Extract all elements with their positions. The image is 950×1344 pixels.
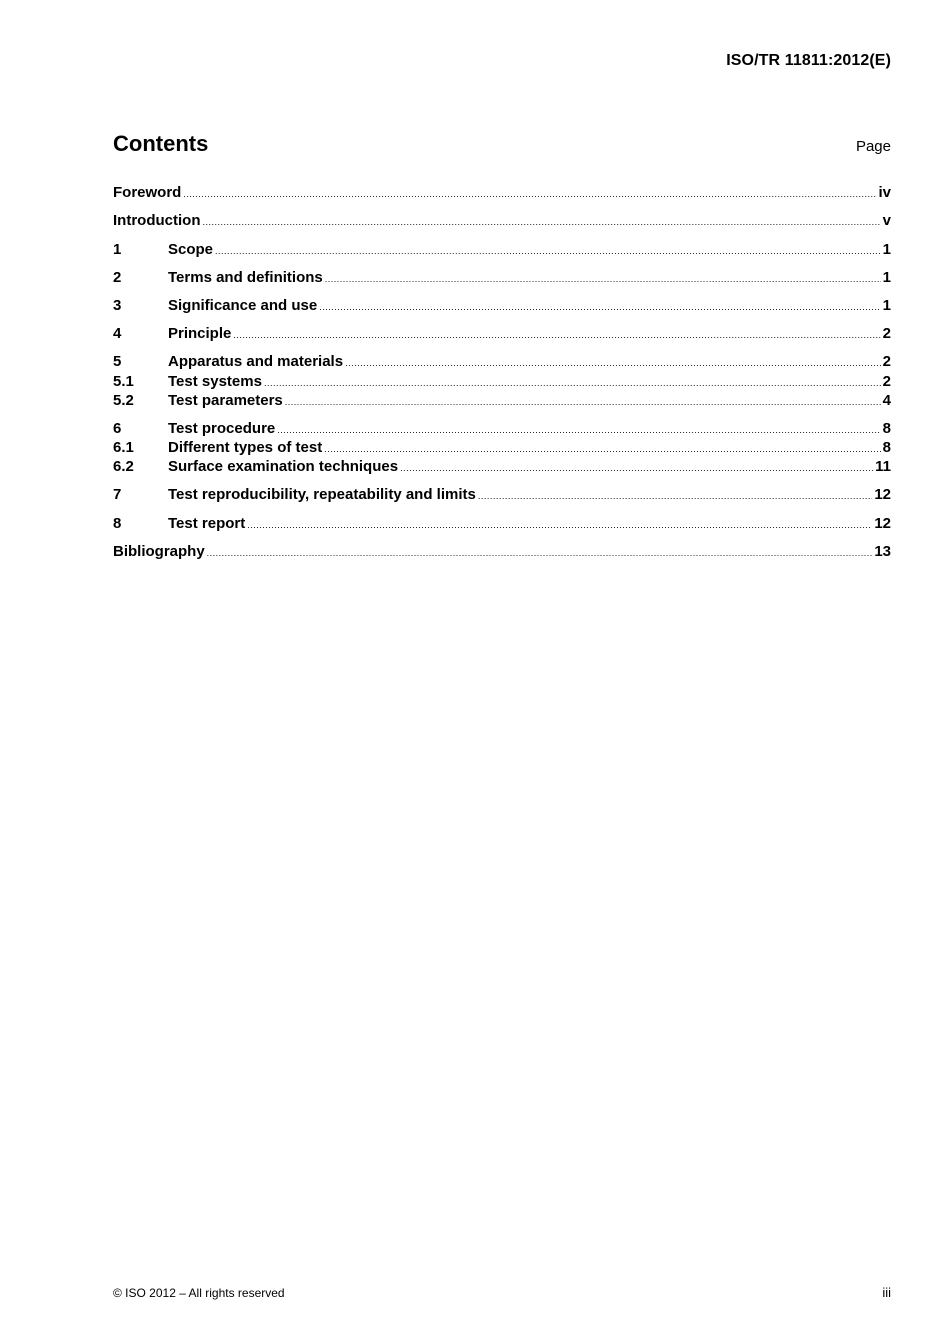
toc-entry-page: 2: [882, 353, 891, 370]
toc-entry-scope[interactable]: [113, 240, 891, 259]
toc-entry-test-systems[interactable]: [113, 372, 891, 391]
toc-entry-title: Test procedure: [168, 420, 276, 437]
toc-entry-types-of-test[interactable]: [113, 438, 891, 457]
toc-entry-apparatus[interactable]: [113, 352, 891, 371]
toc-entry-principle[interactable]: [113, 324, 891, 343]
dot-leader: [319, 298, 880, 317]
dot-leader: [247, 516, 872, 535]
table-of-contents: [113, 0, 891, 1344]
toc-entry-title: Bibliography: [113, 543, 205, 560]
document-identifier: ISO/TR 11811:2012(E): [726, 52, 891, 69]
toc-entry-title: Foreword: [113, 184, 182, 201]
toc-entry-number: 3: [113, 297, 122, 314]
toc-entry-title: Test report: [168, 515, 246, 532]
dot-leader: [207, 544, 873, 563]
toc-entry-significance[interactable]: [113, 296, 891, 315]
toc-entry-test-procedure[interactable]: [113, 419, 891, 438]
toc-entry-number: 5: [113, 353, 122, 370]
toc-entry-page: 12: [874, 486, 891, 503]
toc-entry-bibliography[interactable]: [113, 542, 891, 561]
page-column-label: Page: [855, 138, 891, 155]
toc-entry-page: 8: [882, 439, 891, 456]
toc-entry-surface-examination[interactable]: [113, 457, 891, 476]
dot-leader: [285, 393, 881, 412]
toc-entry-title: Test parameters: [168, 392, 283, 409]
page-number: iii: [882, 1285, 891, 1300]
toc-entry-page: 11: [875, 458, 891, 475]
toc-entry-title: Test systems: [168, 373, 262, 390]
toc-entry-page: 2: [882, 325, 891, 342]
toc-entry-introduction[interactable]: [113, 211, 891, 230]
toc-entry-page: 2: [882, 373, 891, 390]
dot-leader: [202, 213, 880, 232]
copyright-notice: © ISO 2012 – All rights reserved: [113, 1286, 285, 1300]
toc-entry-title: Principle: [168, 325, 232, 342]
toc-entry-page: 8: [882, 420, 891, 437]
toc-entry-number: 6: [113, 420, 122, 437]
toc-entry-number: 6.2: [113, 458, 134, 475]
contents-title: Contents: [113, 131, 209, 156]
toc-entry-number: 5.2: [113, 392, 134, 409]
toc-entry-foreword[interactable]: [113, 183, 891, 202]
toc-entry-page: 12: [874, 515, 891, 532]
dot-leader: [478, 487, 872, 506]
toc-entry-title: Different types of test: [168, 439, 323, 456]
toc-entry-title: Apparatus and materials: [168, 353, 344, 370]
toc-entry-number: 2: [113, 269, 122, 286]
toc-entry-page: 1: [882, 241, 891, 258]
dot-leader: [400, 459, 873, 478]
toc-entry-reproducibility[interactable]: [113, 485, 891, 504]
toc-entry-number: 4: [113, 325, 122, 342]
toc-entry-page: 13: [874, 543, 891, 560]
toc-entry-number: 5.1: [113, 373, 134, 390]
toc-entry-page: iv: [878, 184, 891, 201]
dot-leader: [325, 270, 881, 289]
toc-entry-number: 1: [113, 241, 122, 258]
toc-entry-title: Significance and use: [168, 297, 318, 314]
toc-entry-title: Scope: [168, 241, 214, 258]
toc-entry-page: 1: [882, 297, 891, 314]
toc-entry-page: 4: [882, 392, 891, 409]
toc-entry-page: v: [882, 212, 891, 229]
toc-entry-page: 1: [882, 269, 891, 286]
toc-entry-terms[interactable]: [113, 268, 891, 287]
toc-entry-title: Test reproducibility, repeatability and limits: [168, 486, 476, 503]
toc-entry-title: Introduction: [113, 212, 201, 229]
toc-entry-test-parameters[interactable]: [113, 391, 891, 410]
toc-entry-number: 7: [113, 486, 122, 503]
dot-leader: [345, 354, 881, 373]
toc-entry-title: Surface examination techniques: [168, 458, 399, 475]
dot-leader: [215, 242, 881, 261]
toc-entry-title: Terms and definitions: [168, 269, 323, 286]
dot-leader: [183, 185, 876, 204]
toc-entry-number: 8: [113, 515, 122, 532]
dot-leader: [233, 326, 880, 345]
toc-entry-number: 6.1: [113, 439, 134, 456]
toc-entry-test-report[interactable]: [113, 514, 891, 533]
